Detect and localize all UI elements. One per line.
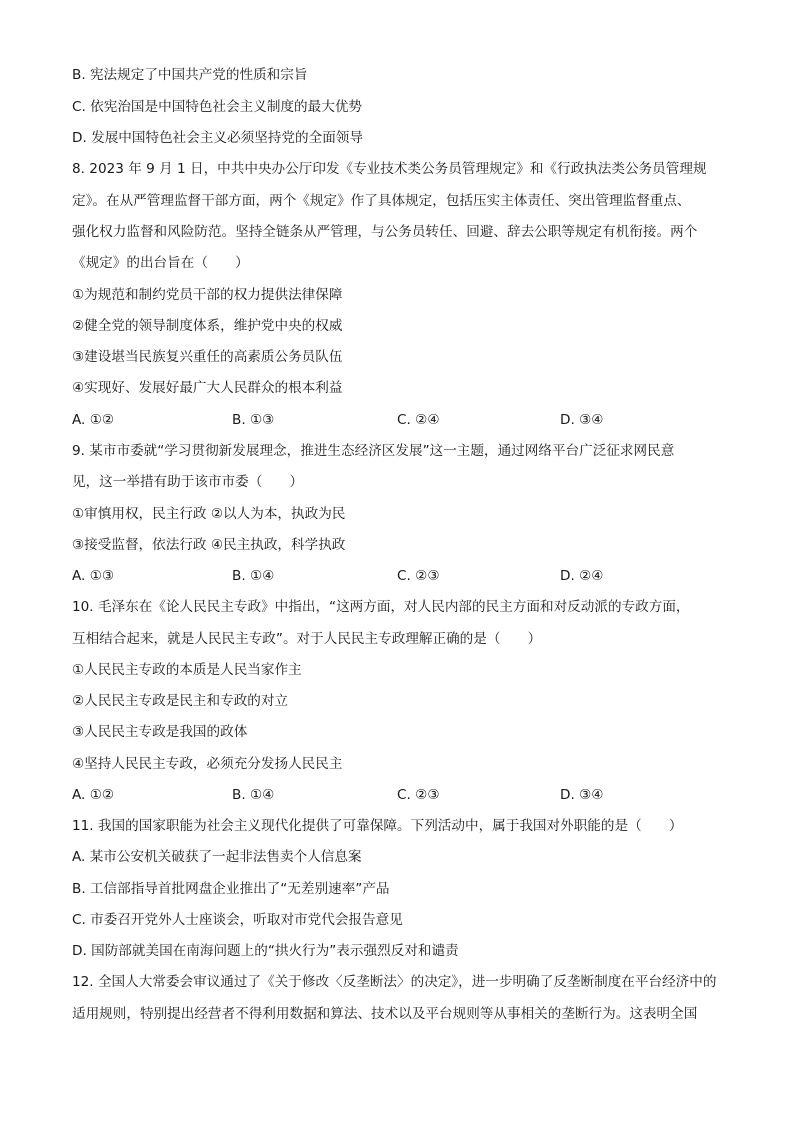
q8-options	[72, 411, 722, 429]
q8-statement-1: ①为规范和制约党员干部的权力提供法律保障	[72, 287, 343, 303]
q10-option-c: C. ②③	[397, 787, 440, 803]
q10-stem-line-2: 互相结合起来，就是人民民主专政”。对于人民民主专政理解正确的是（ ）	[72, 631, 542, 647]
q8-option-a: A. ①②	[72, 412, 115, 428]
q9-option-b: B. ①④	[232, 568, 275, 584]
q8-statement-2: ②健全党的领导制度体系，维护党中央的权威	[72, 318, 343, 334]
q9-stem-line-1: 9. 某市市委就“学习贯彻新发展理念，推进生态经济区发展”这一主题，通过网络平台广泛征求网民意	[72, 443, 675, 459]
q10-statement-3: ③人民民主专政是我国的政体	[72, 724, 248, 740]
q8-stem-line-3: 强化权力监督和风险防范。坚持全链条从严管理，与公务员转任、回避、辞去公职等规定有机衔接。两个	[72, 224, 698, 240]
q12-stem-line-1: 12. 全国人大常委会审议通过了《关于修改〈反垄断法〉的决定》，进一步明确了反垄断制度在平台经济中的	[72, 974, 717, 990]
q11-option-c: C. 市委召开党外人士座谈会，听取对市党代会报告意见	[72, 912, 403, 928]
q10-options	[72, 786, 722, 804]
q8-option-d: D. ③④	[560, 412, 604, 428]
q9-options	[72, 567, 722, 585]
q9-option-d: D. ②④	[560, 568, 604, 584]
q8-statement-3: ③建设堪当民族复兴重任的高素质公务员队伍	[72, 349, 343, 365]
q10-statement-4: ④坚持人民民主专政，必须充分发扬人民民主	[72, 756, 343, 772]
q7-option-d: D. 发展中国特色社会主义必须坚持党的全面领导	[72, 130, 363, 146]
q11-option-d: D. 国防部就美国在南海问题上的“拱火行为”表示强烈反对和谴责	[72, 943, 459, 959]
q9-statements-1: ①审慎用权，民主行政 ②以人为本，执政为民	[72, 506, 346, 522]
q10-option-b: B. ①④	[232, 787, 275, 803]
q9-statements-2: ③接受监督，依法行政 ④民主执政，科学执政	[72, 537, 346, 553]
q10-statement-2: ②人民民主专政是民主和专政的对立	[72, 693, 289, 709]
q9-option-c: C. ②③	[397, 568, 440, 584]
q11-stem: 11. 我国的国家职能为社会主义现代化提供了可靠保障。下列活动中，属于我国对外职能的是（ ）	[72, 818, 683, 834]
q8-stem-line-4: 《规定》的出台旨在（ ）	[72, 255, 249, 271]
q8-stem-line-2: 定》。在从严管理监督干部方面，两个《规定》作了具体规定，包括压实主体责任、突出管理监督重点、	[72, 193, 691, 209]
q8-option-c: C. ②④	[397, 412, 440, 428]
q8-statement-4: ④实现好、发展好最广大人民群众的根本利益	[72, 380, 343, 396]
q11-option-a: A. 某市公安机关破获了一起非法售卖个人信息案	[72, 849, 362, 865]
q9-option-a: A. ①③	[72, 568, 115, 584]
q12-stem-line-2: 适用规则，特别提出经营者不得利用数据和算法、技术以及平台规则等从事相关的垄断行为。这表明全国	[72, 1006, 698, 1022]
q8-stem-line-1: 8. 2023 年 9 月 1 日，中共中央办公厅印发《专业技术类公务员管理规定》和《行政执法类公务员管理规	[72, 161, 707, 177]
q10-stem-line-1: 10. 毛泽东在《论人民民主专政》中指出，“这两方面，对人民内部的民主方面和对反动派的专政方面，	[72, 599, 690, 615]
q7-option-b: B. 宪法规定了中国共产党的性质和宗旨	[72, 67, 308, 83]
q9-stem-line-2: 见，这一举措有助于该市市委（ ）	[72, 474, 304, 490]
q7-option-c: C. 依宪治国是中国特色社会主义制度的最大优势	[72, 99, 363, 115]
q8-option-b: B. ①③	[232, 412, 275, 428]
q10-option-a: A. ①②	[72, 787, 115, 803]
q10-statement-1: ①人民民主专政的本质是人民当家作主	[72, 662, 302, 678]
q11-option-b: B. 工信部指导首批网盘企业推出了“无差别速率”产品	[72, 881, 390, 897]
q10-option-d: D. ③④	[560, 787, 604, 803]
